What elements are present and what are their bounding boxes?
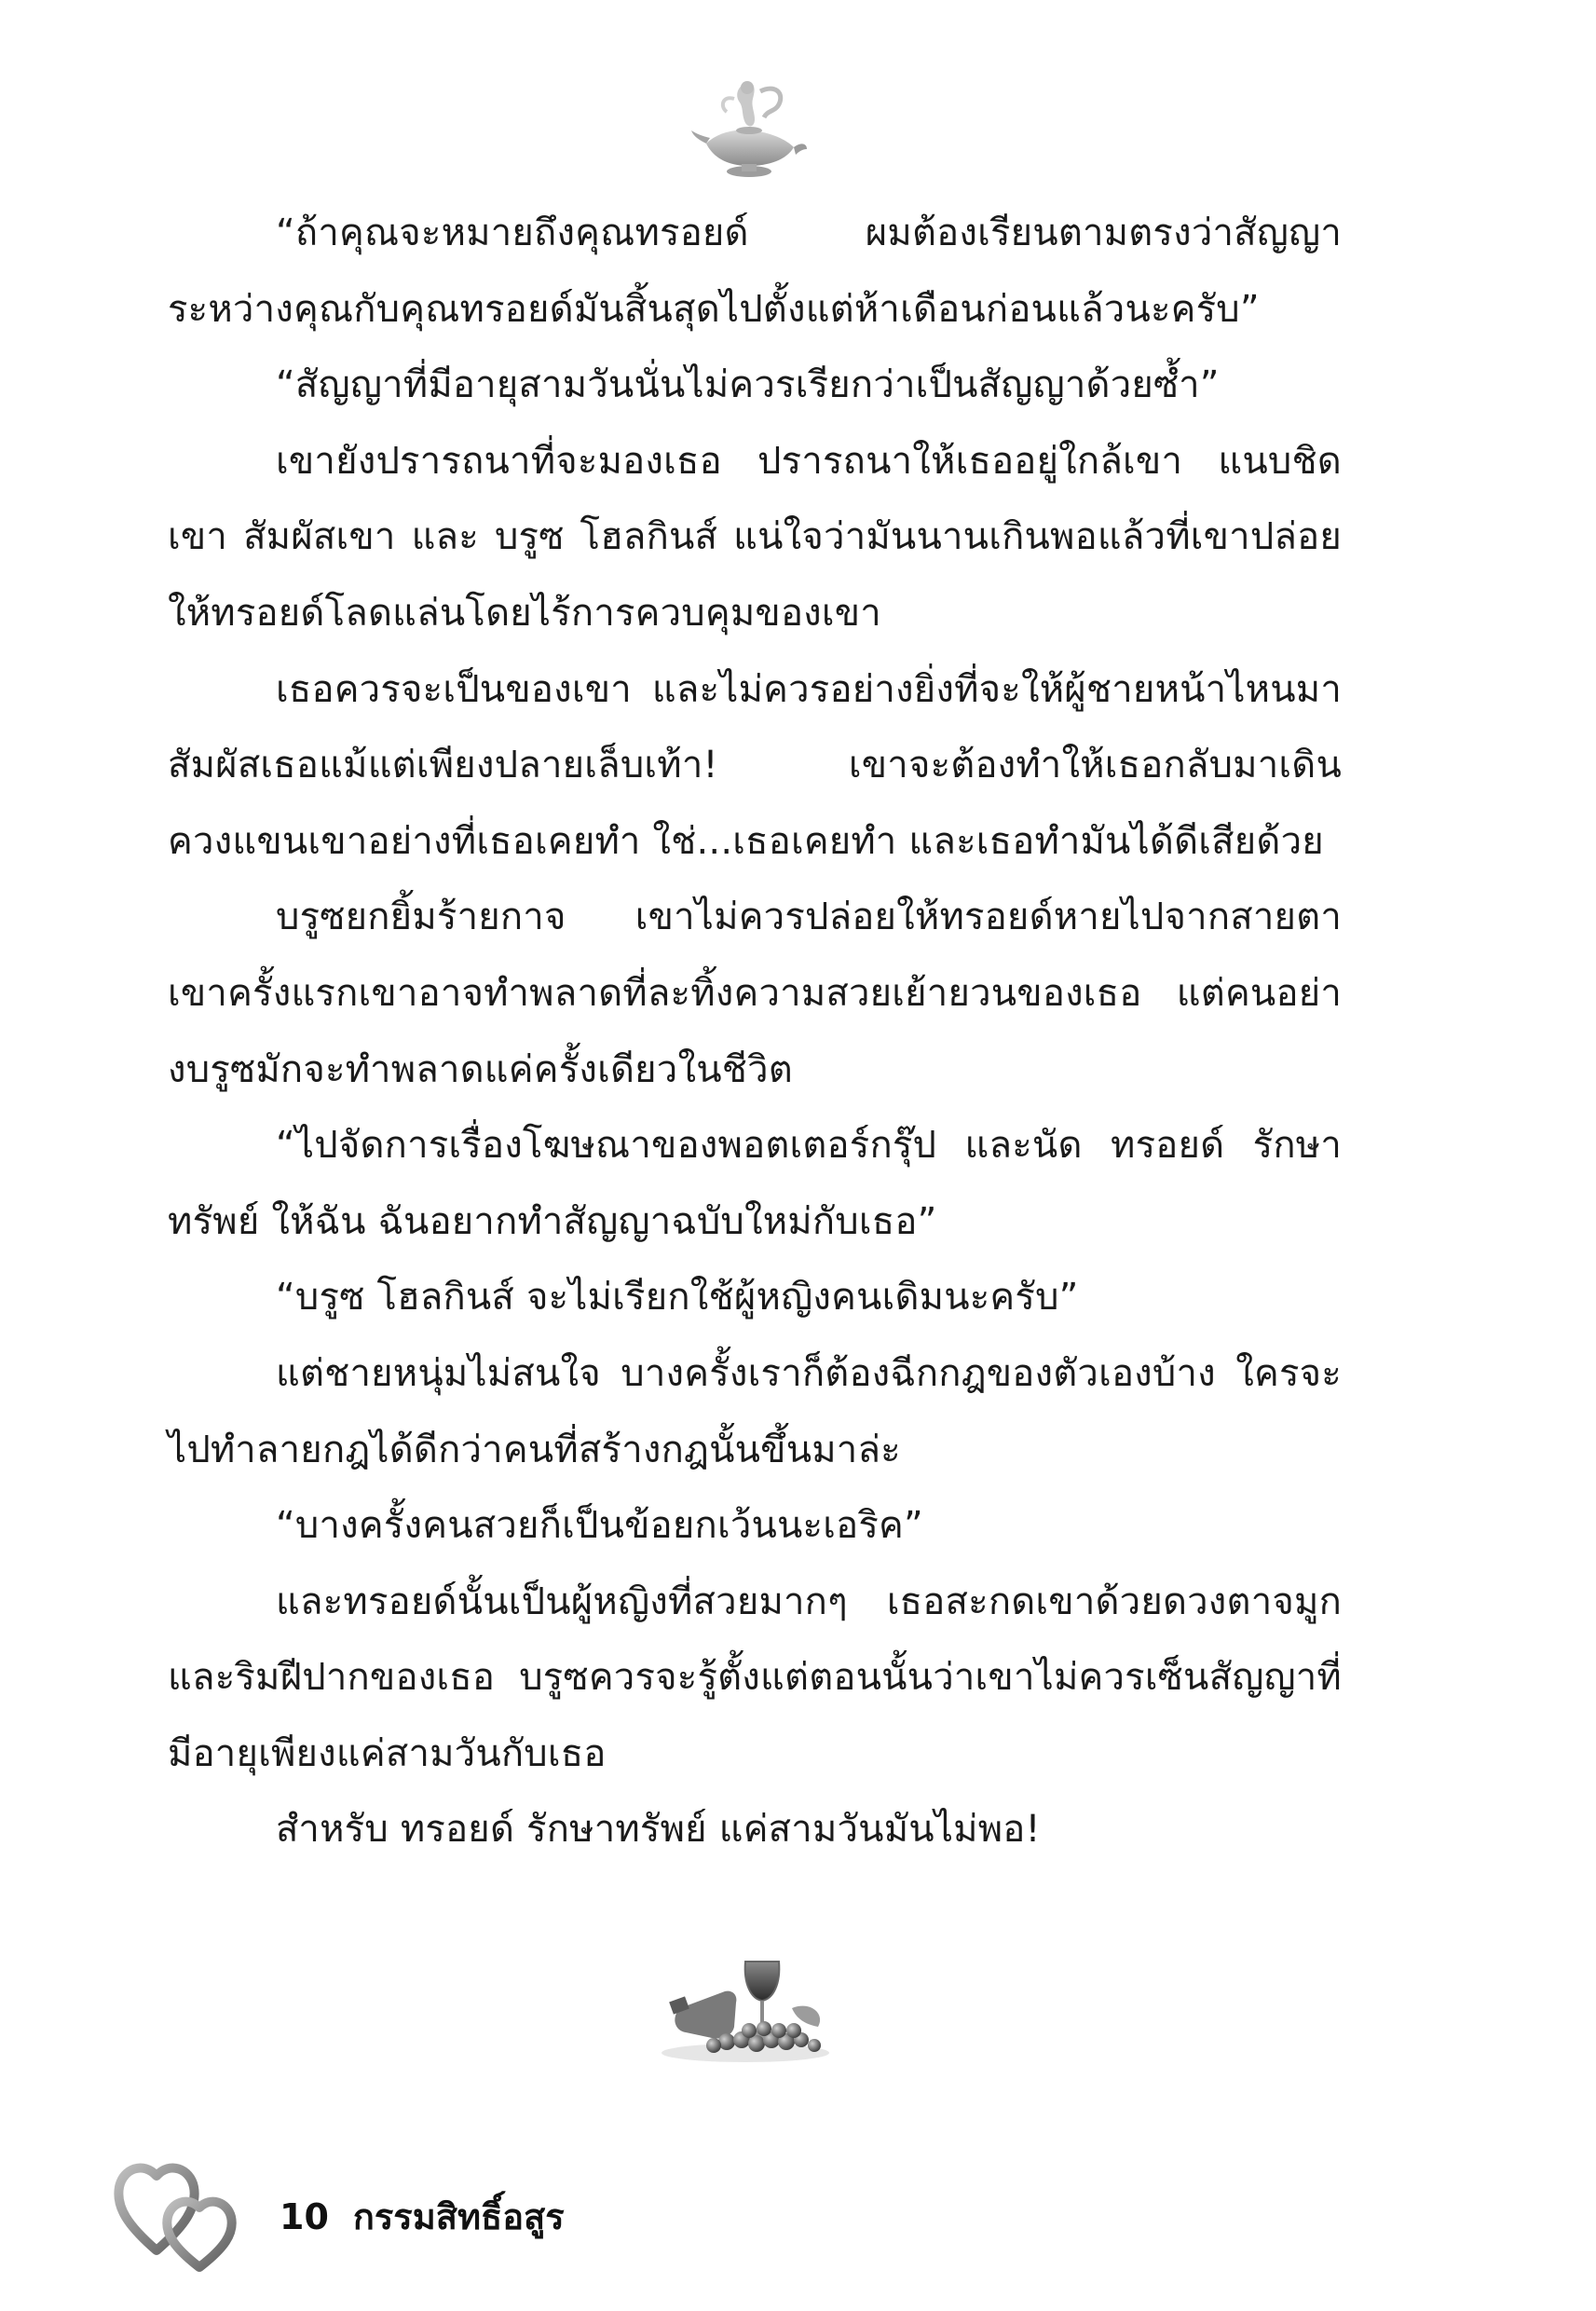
wine-glass-and-grapes-icon [652,1943,839,2069]
page-footer [280,2188,565,2245]
paragraph: แต่ชายหนุ่มไม่สนใจ บางครั้งเราก็ต้องฉีกกฎของตัวเองบ้าง ใครจะไปทำลายกฎได้ดีกว่าคนที่สร้างกฎนั้นขึ้นมาล่ะ [168,1351,1342,1471]
paragraph: เธอควรจะเป็นของเขา และไม่ควรอย่างยิ่งที่จะให้ผู้ชายหน้าไหนมาสัมผัสเธอแม้แต่เพียงปลายเล็บเท้า! เขาจะต้องทำให้เธอกลับมาเดินควงแขนเขาอย่างที่เธอเคยทำ ใช่...เธอเคยทำ และเธอทำมันได้ดีเสียด้วย [168,667,1342,863]
paragraph: “บางครั้งคนสวยก็เป็นข้อยกเว้นนะเอริค” [276,1504,923,1548]
paragraph: เขายังปรารถนาที่จะมองเธอ ปรารถนาให้เธออยู่ใกล้เขา แนบชิดเขา สัมผัสเขา และ บรูซ โฮลกินส์ แน่ใจว่ามันนานเกินพอแล้วที่เขาปล่อยให้ทรอยด์โลดแล่นโดยไร้การควบคุมของเขา [168,439,1342,635]
page-number: 10 [280,2196,329,2237]
paragraph: “บรูซ โฮลกินส์ จะไม่เรียกใช้ผู้หญิงคนเดิมนะครับ” [276,1276,1079,1320]
paragraph: และทรอยด์นั้นเป็นผู้หญิงที่สวยมากๆ เธอสะกดเขาด้วยดวงตาจมูก และริมฝีปากของเธอ บรูซควรจะรู้ตั้งแต่ตอนนั้นว่าเขาไม่ควรเซ็นสัญญาที่มีอายุเพียงแค่สามวันกับเธอ [168,1579,1342,1775]
chapter-body-text [168,196,1342,1868]
paragraph: “สัญญาที่มีอายุสามวันนั่นไม่ควรเรียกว่าเป็นสัญญาด้วยซ้ำ” [276,363,1220,407]
paragraph: “ถ้าคุณจะหมายถึงคุณทรอยด์ ผมต้องเรียนตามตรงว่าสัญญาระหว่างคุณกับคุณทรอยด์มันสิ้นสุดไปตั้งแต่ห้าเดือนก่อนแล้วนะครับ” [168,212,1342,331]
book-title: กรรมสิทธิ์อสูร [352,2196,565,2237]
paragraph: สำหรับ ทรอยด์ รักษาทรัพย์ แค่สามวันมันไม่พอ! [276,1808,1041,1852]
double-heart-outline-icon [110,2148,250,2274]
genie-lamp-with-woman-icon [689,75,811,182]
paragraph: บรูซยกยิ้มร้ายกาจ เขาไม่ควรปล่อยให้ทรอยด์หายไปจากสายตาเขาครั้งแรกเขาอาจทำพลาดที่ละทิ้งความสวยเย้ายวนของเธอ แต่คนอย่างบรูซมักจะทำพลาดแค่ครั้งเดียวในชีวิต [168,896,1342,1091]
paragraph: “ไปจัดการเรื่องโฆษณาของพอตเตอร์กรุ๊ป และนัด ทรอยด์ รักษาทรัพย์ ให้ฉัน ฉันอยากทำสัญญาฉบับใหม่กับเธอ” [168,1124,1342,1243]
